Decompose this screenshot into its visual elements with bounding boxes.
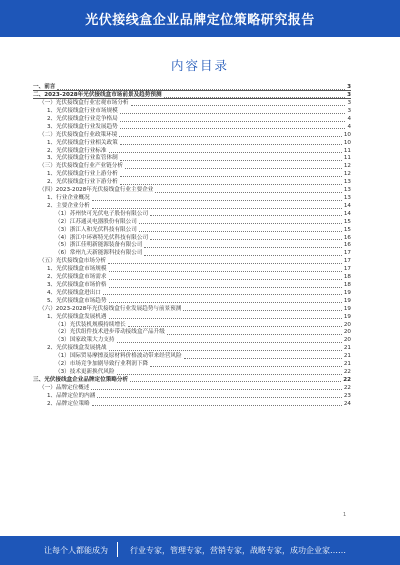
toc-entry-page: 15 (343, 218, 351, 225)
toc-entry-title: 3、光伏接线盒行业监管体制 (47, 155, 118, 162)
toc-leader-dots (167, 334, 342, 335)
toc-entry[interactable] (33, 242, 351, 250)
toc-heading: 内容目录 (170, 58, 229, 73)
toc-entry-title: （2）市场竞争加剧导致行业利润下降 (55, 361, 149, 368)
toc-leader-dots (125, 168, 342, 169)
toc-entry-title: （三）光伏接线盒行业产业链分析 (39, 163, 123, 170)
toc-entry[interactable] (33, 305, 351, 313)
toc-entry[interactable] (33, 392, 351, 400)
toc-entry-page: 23 (343, 392, 351, 399)
toc-leader-dots (120, 128, 346, 129)
toc-leader-dots (150, 239, 342, 240)
toc-entry-page: 20 (343, 329, 351, 336)
toc-entry-page: 13 (343, 179, 351, 186)
toc-leader-dots (109, 302, 342, 303)
footer-tagline: 行业专家，管理专家，营销专家，战略专家，成功企业家…… (130, 546, 346, 555)
toc-leader-dots (120, 144, 342, 145)
toc-entry-title: 1、品牌定位的内涵 (47, 392, 96, 399)
toc-leader-dots (91, 389, 342, 390)
table-of-contents (33, 84, 351, 408)
toc-leader-dots (164, 97, 346, 98)
toc-entry[interactable] (33, 226, 351, 234)
toc-entry-page: 16 (343, 234, 351, 241)
toc-entry-page: 11 (343, 155, 351, 162)
toc-leader-dots (120, 184, 342, 185)
toc-entry-page: 24 (343, 400, 351, 407)
toc-entry[interactable] (33, 234, 351, 242)
toc-entry[interactable] (33, 218, 351, 226)
toc-entry-page: 17 (343, 250, 351, 257)
toc-entry-page: 13 (343, 187, 351, 194)
toc-leader-dots (97, 397, 342, 398)
toc-entry-title: （3）技术更新换代风险 (55, 368, 115, 375)
toc-leader-dots (119, 136, 342, 137)
toc-entry-page: 3 (347, 92, 351, 99)
toc-leader-dots (120, 113, 346, 114)
toc-entry[interactable] (33, 116, 351, 124)
toc-entry[interactable] (33, 124, 351, 132)
toc-entry-page: 18 (343, 281, 351, 288)
toc-entry-title: 二、2023-2028年光伏接线盒市场前景及趋势预测 (33, 92, 162, 99)
toc-entry-page: 21 (343, 353, 351, 360)
toc-entry[interactable] (33, 179, 351, 187)
toc-entry-title: （1）国际贸易摩擦及原材料价格波动带来经营风险 (55, 353, 182, 360)
toc-entry-page: 13 (343, 195, 351, 201)
toc-entry[interactable] (33, 290, 351, 298)
toc-entry[interactable] (33, 345, 351, 353)
toc-entry-page: 21 (343, 345, 351, 352)
toc-entry-title: 2、光伏接线盒行业竞争格局 (47, 115, 118, 122)
toc-entry[interactable] (33, 361, 351, 369)
toc-leader-dots (139, 231, 342, 232)
toc-entry-title: （一）光伏接线盒行业宏观市场分析 (39, 100, 129, 107)
toc-entry[interactable] (33, 195, 351, 203)
toc-entry-page: 12 (343, 163, 351, 170)
toc-entry-page: 4 (347, 123, 351, 130)
toc-entry-title: 三、光伏接线盒企业品牌定位策略分析 (33, 376, 129, 383)
toc-entry[interactable] (33, 384, 351, 392)
toc-entry-title: 4、光伏接线盒进出口 (47, 289, 101, 296)
toc-leader-dots (150, 366, 342, 367)
toc-entry-title: （一）品牌定位概述 (39, 384, 90, 391)
toc-entry-title: （五）光伏接线盒市场分析 (39, 258, 107, 265)
toc-entry[interactable] (33, 155, 351, 163)
toc-leader-dots (117, 374, 342, 375)
toc-entry-page: 19 (343, 289, 351, 296)
toc-entry-page: 19 (343, 313, 351, 320)
toc-entry[interactable] (33, 211, 351, 219)
toc-leader-dots (57, 89, 345, 90)
toc-entry[interactable] (33, 329, 351, 337)
toc-entry-page: 3 (347, 84, 351, 91)
toc-entry-title: （2）江苏通灵电器股份有限公司 (55, 218, 137, 225)
toc-entry-page: 4 (347, 115, 351, 122)
page-number: 1 (343, 512, 347, 518)
toc-entry[interactable] (33, 171, 351, 179)
toc-entry-page: 18 (343, 274, 351, 281)
toc-entry[interactable] (33, 139, 351, 147)
toc-entry-page: 19 (343, 297, 351, 304)
toc-leader-dots (109, 279, 342, 280)
toc-entry-title: （四）2023-2028年光伏接线盒行业主要企业 (39, 187, 154, 194)
toc-entry-title: （2）光伏组件技术进步带动接线盒产品升级 (55, 329, 165, 336)
toc-entry-title: 1、光伏接线盒市场规模 (47, 266, 107, 273)
toc-leader-dots (103, 294, 342, 295)
toc-leader-dots (144, 255, 341, 256)
toc-entry[interactable] (33, 108, 351, 116)
toc-entry[interactable] (33, 321, 351, 329)
toc-entry-page: 14 (343, 202, 351, 209)
toc-entry-title: （5）浙江佳明新能源装备有限公司 (55, 242, 143, 249)
toc-leader-dots (109, 271, 342, 272)
toc-entry-title: 3、光伏接线盒市场价格 (47, 281, 107, 288)
toc-leader-dots (131, 105, 346, 106)
toc-entry-title: （4）浙江中环赛特光伏科技有限公司 (55, 234, 149, 241)
toc-entry-page: 20 (343, 337, 351, 344)
toc-leader-dots (155, 192, 341, 193)
toc-entry-title: （3）浙江人和光伏科技有限公司 (55, 226, 137, 233)
toc-entry-page: 10 (343, 131, 351, 138)
toc-entry-title: 2、光伏接线盒行业标准 (47, 147, 107, 154)
toc-entry-title: 2、光伏接线盒发展挑战 (47, 345, 107, 352)
toc-entry[interactable] (33, 282, 351, 290)
toc-entry-page: 22 (343, 368, 351, 375)
toc-leader-dots (92, 208, 342, 209)
toc-entry-title: 3、光伏接线盒行业发展趋势 (47, 123, 118, 130)
footer-slogan: 让每个人都能成为 (44, 546, 108, 555)
toc-entry-title: 5、光伏接线盒市场趋势 (47, 297, 107, 304)
toc-entry-title: （二）光伏接线盒行业政策环境 (39, 131, 118, 138)
toc-entry-title: （六）2023-2028年光伏接线盒行业发展趋势与前景预测 (39, 305, 182, 312)
toc-leader-dots (108, 263, 342, 264)
toc-leader-dots (109, 318, 342, 319)
toc-entry-page: 14 (343, 210, 351, 217)
toc-leader-dots (150, 215, 342, 216)
toc-entry[interactable] (33, 337, 351, 345)
toc-entry-page: 11 (343, 147, 351, 154)
toc-entry[interactable] (33, 92, 351, 100)
toc-leader-dots (120, 160, 342, 161)
toc-leader-dots (120, 121, 346, 122)
toc-entry-title: 1、光伏接线盒行业上游分析 (47, 171, 118, 178)
toc-entry-page: 12 (343, 171, 351, 178)
toc-entry[interactable] (33, 100, 351, 108)
toc-entry-title: 1、光伏接线盒发展机遇 (47, 313, 107, 320)
toc-entry-page: 21 (343, 361, 351, 368)
toc-leader-dots (144, 247, 341, 248)
toc-entry-page: 22 (343, 384, 351, 391)
toc-entry[interactable] (33, 400, 351, 408)
toc-leader-dots (183, 310, 342, 311)
toc-entry-title: 2、光伏接线盒市场需求 (47, 274, 107, 281)
toc-entry-page: 22 (343, 376, 351, 383)
toc-entry[interactable] (33, 297, 351, 305)
toc-entry-title: 1、光伏接线盒行业相关政策 (47, 139, 118, 146)
toc-entry-title: （6）常州九天新能源科技有限公司 (55, 250, 143, 257)
toc-leader-dots (120, 176, 342, 177)
toc-entry[interactable] (33, 203, 351, 211)
toc-entry-title: 1、光伏接线盒行业市场规模 (47, 108, 118, 115)
toc-entry-page: 3 (347, 108, 351, 115)
report-title: 光伏接线盒企业品牌定位策略研究报告 (85, 13, 315, 28)
toc-entry[interactable] (33, 84, 351, 92)
toc-leader-dots (128, 326, 342, 327)
toc-entry[interactable] (33, 250, 351, 258)
toc-entry-page: 10 (343, 139, 351, 146)
toc-entry-page: 15 (343, 226, 351, 233)
toc-entry-title: 2、品牌定位策略 (47, 400, 90, 407)
footer-bar (0, 536, 400, 565)
toc-entry-title: （1）苏州快可光伏电子股份有限公司 (55, 210, 149, 217)
toc-entry[interactable] (33, 266, 351, 274)
toc-entry-title: （3）国家政策大力支持 (55, 337, 115, 344)
toc-entry[interactable] (33, 147, 351, 155)
toc-entry-page: 3 (347, 100, 351, 107)
toc-entry[interactable] (33, 274, 351, 282)
toc-leader-dots (130, 381, 341, 382)
toc-leader-dots (92, 200, 342, 201)
toc-leader-dots (109, 350, 342, 351)
report-header (0, 0, 400, 37)
toc-entry-page: 19 (343, 305, 351, 312)
toc-entry[interactable] (33, 313, 351, 321)
toc-entry-page: 17 (343, 266, 351, 273)
toc-entry-title: （1）光伏装机规模持续增长 (55, 321, 126, 328)
toc-entry[interactable] (33, 258, 351, 266)
toc-entry[interactable] (33, 353, 351, 361)
toc-entry-page: 20 (343, 321, 351, 328)
toc-entry-title: 1、行业企业概况 (47, 195, 90, 201)
toc-entry-title: 2、主要企业分析 (47, 202, 90, 209)
toc-entry-page: 16 (343, 242, 351, 249)
toc-entry[interactable] (33, 131, 351, 139)
toc-leader-dots (139, 223, 342, 224)
toc-leader-dots (117, 342, 342, 343)
toc-leader-dots (109, 287, 342, 288)
toc-entry[interactable] (33, 163, 351, 171)
toc-leader-dots (109, 152, 342, 153)
toc-entry[interactable] (33, 187, 351, 195)
toc-leader-dots (184, 358, 342, 359)
footer-divider (117, 542, 118, 557)
toc-entry-title: 一、前言 (33, 84, 56, 91)
toc-entry[interactable] (33, 377, 351, 385)
toc-entry-title: 2、光伏接线盒行业下游分析 (47, 179, 118, 186)
toc-entry-page: 17 (343, 258, 351, 265)
toc-leader-dots (92, 405, 342, 406)
toc-entry[interactable] (33, 369, 351, 377)
